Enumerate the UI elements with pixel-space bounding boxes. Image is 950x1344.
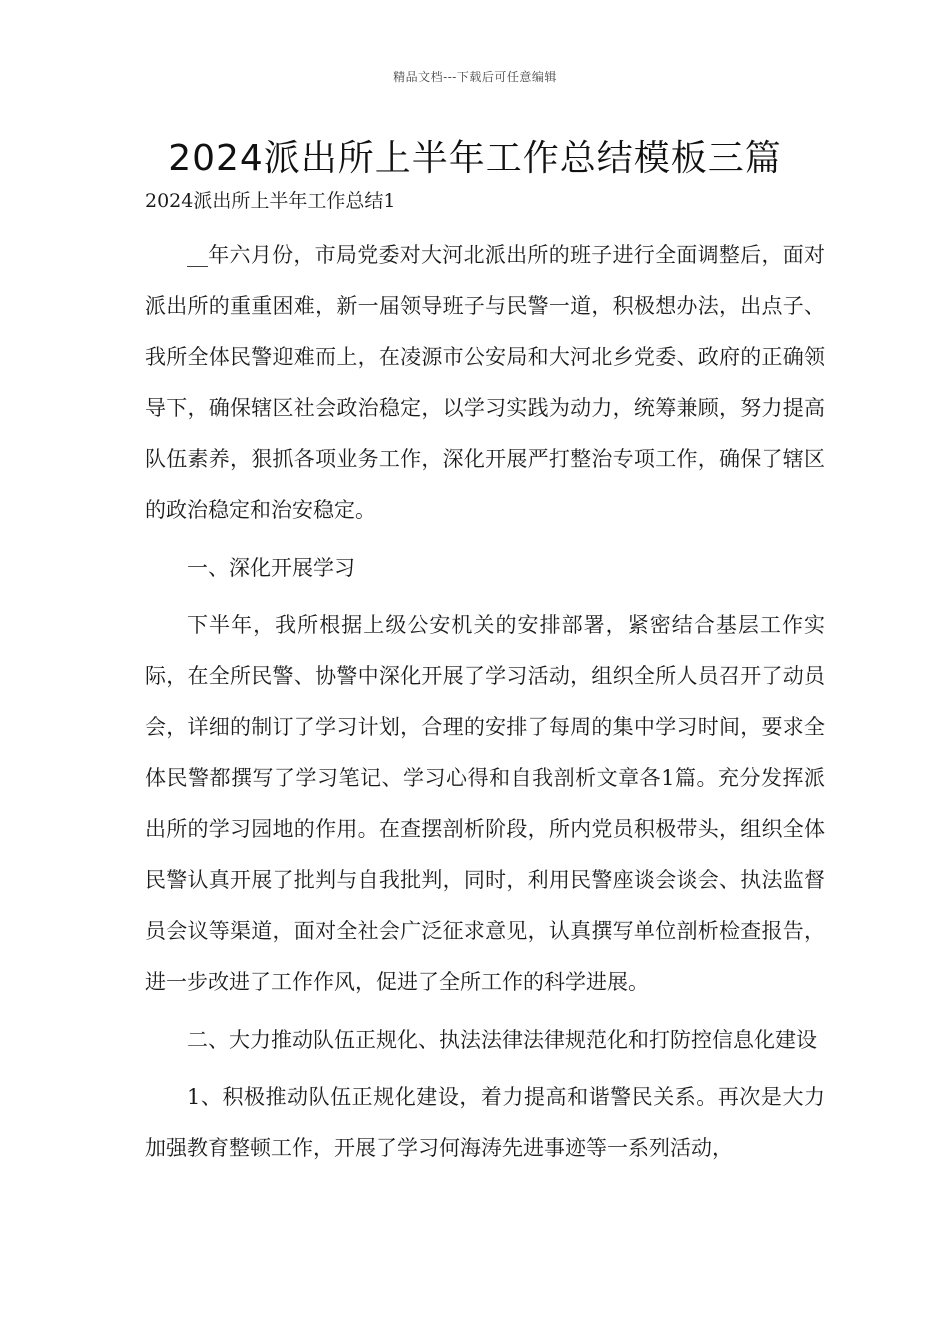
document-body <box>145 230 825 1181</box>
section-subtitle: 2024派出所上半年工作总结1 <box>145 190 396 212</box>
paragraph-team-building: 1、积极推动队伍正规化建设，着力提高和谐警民关系。再次是大力加强教育整顿工作，开展了学习何海涛先进事迹等一系列活动， <box>145 1085 825 1160</box>
document-title: 2024派出所上半年工作总结模板三篇 <box>168 138 782 179</box>
section-heading-2: 二、大力推动队伍正规化、执法法律法律规范化和打防控信息化建设 <box>187 1027 817 1052</box>
section-heading-1: 一、深化开展学习 <box>187 555 355 580</box>
header-note: 精品文档---下载后可任意编辑 <box>393 70 557 84</box>
paragraph-intro: __年六月份，市局党委对大河北派出所的班子进行全面调整后，面对派出所的重重困难，新一届领导班子与民警一道，积极想办法，出点子、我所全体民警迎难而上，在凌源市公安局和大河北乡党委、政府的正确领导下，确保辖区社会政治稳定，以学习实践为动力，统筹兼顾，努力提高队伍素养，狠抓各项业务工作，深化开展严打整治专项工作，确保了辖区的政治稳定和治安稳定。 <box>145 243 825 522</box>
paragraph-study: 下半年，我所根据上级公安机关的安排部署，紧密结合基层工作实际，在全所民警、协警中深化开展了学习活动，组织全所人员召开了动员会，详细的制订了学习计划，合理的安排了每周的集中学习时间，要求全体民警都撰写了学习笔记、学习心得和自我剖析文章各1篇。充分发挥派出所的学习园地的作用。在查摆剖析阶段，所内党员积极带头，组织全体民警认真开展了批判与自我批判，同时，利用民警座谈会谈会、执法监督员会议等渠道，面对全社会广泛征求意见，认真撰写单位剖析检查报告，进一步改进了工作作风，促进了全所工作的科学进展。 <box>145 613 825 994</box>
